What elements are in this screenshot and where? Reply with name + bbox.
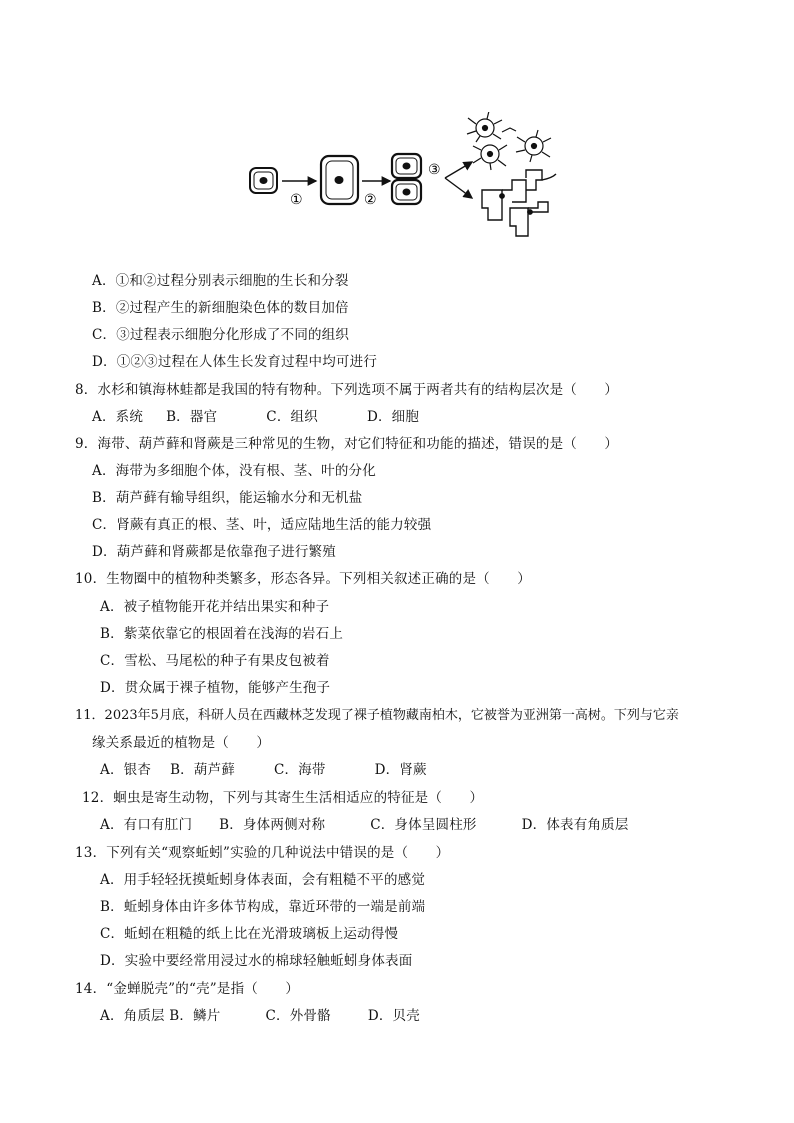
q9-option-a: A．海带为多细胞个体，没有根、茎、叶的分化 [92,463,376,479]
q7-option-a: A．①和②过程分别表示细胞的生长和分裂 [92,273,349,289]
q7-option-b: B．②过程产生的新细胞染色体的数目加倍 [92,300,349,316]
divided-cells [392,154,421,204]
grown-cell [321,156,358,204]
q8-option-c: C．组织 [266,409,318,425]
q9-stem: 9．海带、葫芦藓和肾蕨是三种常见的生物，对它们特征和功能的描述，错误的是（ ） [75,436,619,452]
arrow-3b [445,178,472,198]
q11-option-a: A．银杏 [100,762,152,778]
q13-option-a: A．用手轻轻抚摸蚯蚓身体表面，会有粗糙不平的感觉 [100,872,426,888]
q10-stem: 10．生物圈中的植物种类繁多，形态各异。下列相关叙述正确的是（ ） [75,571,531,587]
small-cell [250,168,277,193]
q11-stem-line1: 11．2023年5月底，科研人员在西藏林芝发现了裸子植物藏南柏木，它被誉为亚洲第一高树。下列与它亲 [75,708,679,723]
q12-option-b: B．身体两侧对称 [219,817,326,833]
q10-option-d: D．贯众属于裸子植物，能够产生孢子 [100,680,331,696]
q8-option-b: B．器官 [166,409,218,425]
q14-option-c: C．外骨骼 [265,1008,331,1024]
q10-option-c: C．雪松、马尾松的种子有果皮包被着 [100,653,330,669]
q11-option-c: C．海带 [273,762,326,778]
tissue-cells [482,170,556,236]
q11-option-b: B．葫芦藓 [170,762,235,778]
label-3: ③ [428,162,441,178]
neuron-cells [467,112,551,170]
q12-option-d: D．体表有角质层 [521,817,629,833]
q11-option-d: D．肾蕨 [374,762,427,778]
label-1: ① [290,192,303,208]
q14-option-a: A．角质层 [100,1008,165,1024]
q13-option-b: B．蚯蚓身体由许多体节构成，靠近环带的一端是前端 [100,899,426,915]
q14-option-b: B．鳞片 [169,1008,221,1024]
q10-option-b: B．紫菜依靠它的根固着在浅海的岩石上 [100,626,344,642]
q12-stem: 12．蛔虫是寄生动物，下列与其寄生生活相适应的特征是（ ） [82,790,484,806]
q11-stem-line2: 缘关系最近的植物是（ ） [92,735,271,751]
q13-option-d: D．实验中要经常用浸过水的棉球轻触蚯蚓身体表面 [100,953,413,969]
q10-option-a: A．被子植物能开花并结出果实和种子 [100,599,330,615]
q8-option-d: D．细胞 [366,409,420,425]
q14-options [100,1006,420,1026]
q12-option-a: A．有口有肛门 [100,817,193,833]
label-2: ② [364,192,377,208]
q12-option-c: C．身体呈圆柱形 [370,817,477,833]
q8-options [92,407,419,427]
q7-option-d: D．①②③过程在人体生长发育过程中均可进行 [92,354,378,370]
q14-stem: 14．“金蝉脱壳”的“壳”是指（ ） [75,981,300,997]
q14-option-d: D．贝壳 [367,1008,420,1024]
cell-process-diagram [240,112,580,242]
arrow-3a [445,162,472,178]
q11-options [100,760,427,780]
q12-options [100,815,629,835]
q8-option-a: A．系统 [92,409,144,425]
q9-option-c: C．肾蕨有真正的根、茎、叶，适应陆地生活的能力较强 [92,517,432,533]
q13-stem: 13．下列有关“观察蚯蚓”实验的几种说法中错误的是（ ） [75,845,450,861]
q9-option-b: B．葫芦藓有输导组织，能运输水分和无机盐 [92,490,363,506]
q8-stem: 8．水杉和镇海林蛙都是我国的特有物种。下列选项不属于两者共有的结构层次是（ ） [75,382,619,398]
q9-option-d: D．葫芦藓和肾蕨都是依靠孢子进行繁殖 [92,544,336,560]
q13-option-c: C．蚯蚓在粗糙的纸上比在光滑玻璃板上运动得慢 [100,926,399,942]
q7-option-c: C．③过程表示细胞分化形成了不同的组织 [92,327,350,343]
